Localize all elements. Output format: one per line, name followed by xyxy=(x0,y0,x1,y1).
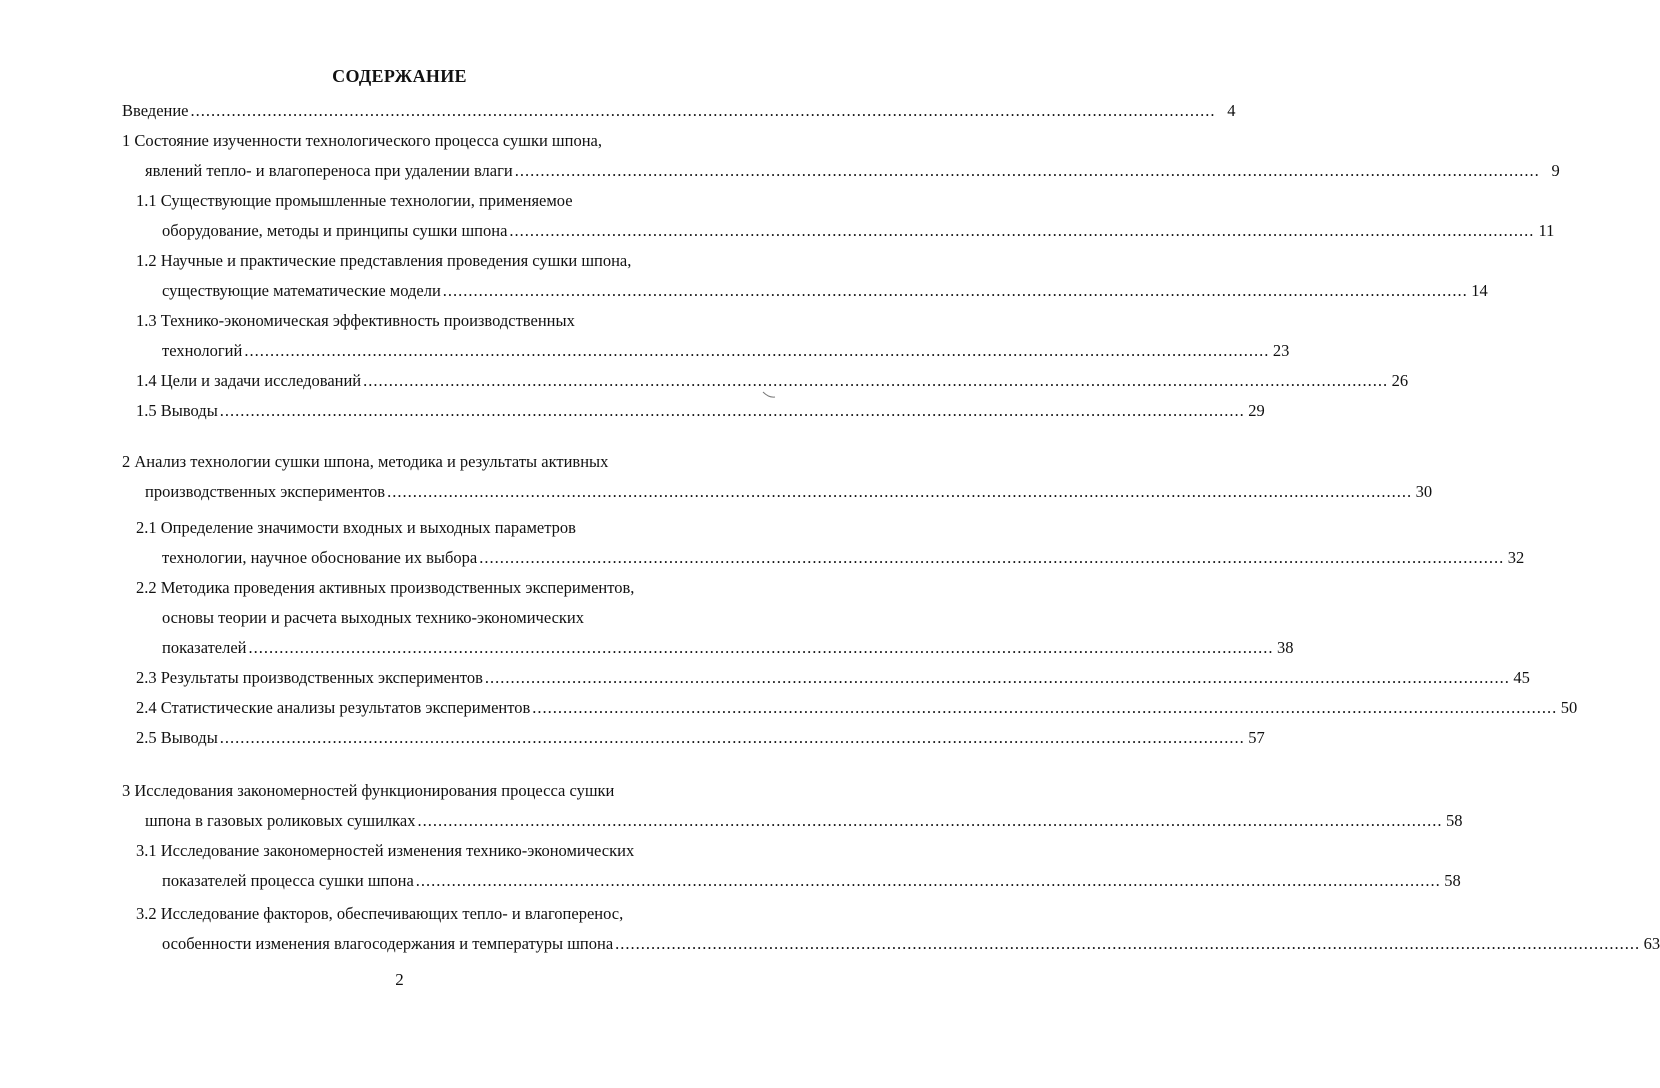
toc-leader-dots: ........................................................................................................................................................................................................ xyxy=(244,341,1270,360)
toc-entry xyxy=(162,340,1290,362)
toc-entry-page: 58 xyxy=(1446,811,1463,830)
toc-entry xyxy=(145,481,1433,503)
toc-entry-page: 11 xyxy=(1538,221,1555,240)
toc-entry-text: явлений тепло- и влагопереноса при удалении влаги xyxy=(145,161,513,180)
toc-leader-dots: ........................................................................................................................................................................................................ xyxy=(442,281,1468,300)
toc-entry-page: 26 xyxy=(1391,371,1409,390)
toc-entry xyxy=(122,100,1236,122)
toc-entry-text: 1.1 Существующие промышленные технологии, применяемое xyxy=(136,191,573,210)
toc-entry xyxy=(136,400,1265,422)
toc-entry xyxy=(136,517,576,539)
toc-entry xyxy=(162,220,1555,242)
toc-entry-text: 1.5 Выводы xyxy=(136,401,218,420)
toc-entry-text: технологий xyxy=(162,341,243,360)
toc-leader-dots: ........................................................................................................................................................................................................ xyxy=(363,371,1389,390)
toc-leader-dots: ........................................................................................................................................................................................................ xyxy=(532,698,1558,717)
toc-entry-text: 1 Состояние изученности технологического процесса сушки шпона, xyxy=(122,131,602,150)
toc-leader-dots: ........................................................................................................................................................................................................ xyxy=(615,934,1641,953)
toc-leader-dots: ........................................................................................................................................................................................................ xyxy=(479,548,1505,567)
toc-entry-text: 2.5 Выводы xyxy=(136,728,218,747)
toc-entry-page: 57 xyxy=(1248,728,1265,747)
toc-leader-dots: ........................................................................................................................................................................................................ xyxy=(484,668,1510,687)
toc-entry-text: Введение xyxy=(122,101,189,120)
toc-entry-page: 30 xyxy=(1415,482,1433,501)
toc-leader-dots: ........................................................................................................................................................................................................ xyxy=(248,638,1274,657)
toc-entry-text: 1.3 Технико-экономическая эффективность производственных xyxy=(136,311,575,330)
toc-leader-dots: ........................................................................................................................................................................................................ xyxy=(219,401,1245,420)
toc-entry-text: 3.2 Исследование факторов, обеспечивающих тепло- и влагоперенос, xyxy=(136,904,624,923)
toc-entry xyxy=(162,607,584,629)
toc-entry-page: 58 xyxy=(1444,871,1461,890)
toc-entry-text: 2 Анализ технологии сушки шпона, методика и результаты активных xyxy=(122,452,609,471)
toc-leader-dots: ........................................................................................................................................................................................................ xyxy=(509,221,1535,240)
toc-entry xyxy=(162,933,1660,955)
toc-entry xyxy=(162,637,1294,659)
toc-entry-text: показателей xyxy=(162,638,247,657)
toc-entry xyxy=(136,727,1265,749)
toc-entry-page: 32 xyxy=(1507,548,1525,567)
toc-entry-page: 9 xyxy=(1551,161,1560,180)
toc-leader-dots: ........................................................................................................................................................................................................ xyxy=(219,728,1245,747)
toc-entry-text: 2.2 Методика проведения активных производственных экспериментов, xyxy=(136,578,635,597)
toc-entry xyxy=(136,697,1578,719)
toc-entry xyxy=(162,280,1488,302)
toc-entry xyxy=(122,780,614,802)
toc-entry xyxy=(122,451,608,473)
toc-entry-page: 23 xyxy=(1272,341,1290,360)
toc-entry xyxy=(136,903,623,925)
stray-mark xyxy=(762,390,776,400)
toc-entry-text: 3 Исследования закономерностей функционирования процесса сушки xyxy=(122,781,615,800)
toc-entry-page: 45 xyxy=(1513,668,1530,687)
toc-entry-text: 2.4 Статистические анализы результатов экспериментов xyxy=(136,698,531,717)
toc-entry xyxy=(136,250,631,272)
toc-entry xyxy=(162,547,1525,569)
toc-entry-text: технологии, научное обоснование их выбора xyxy=(162,548,478,567)
toc-entry xyxy=(136,577,634,599)
toc-entry-page: 38 xyxy=(1277,638,1294,657)
toc-entry xyxy=(136,310,575,332)
toc-leader-dots: ........................................................................................................................................................................................................ xyxy=(417,811,1443,830)
toc-entry-page: 50 xyxy=(1560,698,1578,717)
toc-leader-dots: ........................................................................................................................................................................................................ xyxy=(415,871,1441,890)
page-title: СОДЕРЖАНИЕ xyxy=(332,66,467,86)
toc-entry xyxy=(136,840,634,862)
toc-entry-page: 4 xyxy=(1227,101,1236,120)
toc-entry-text: 3.1 Исследование закономерностей изменения технико-экономических xyxy=(136,841,635,860)
toc-entry-text: 2.3 Результаты производственных экспериментов xyxy=(136,668,483,687)
toc-leader-dots: ........................................................................................................................................................................................................ xyxy=(514,161,1540,180)
toc-entry xyxy=(122,130,602,152)
toc-entry-page: 14 xyxy=(1471,281,1488,300)
toc-entry-text: 2.1 Определение значимости входных и выходных параметров xyxy=(136,518,576,537)
toc-entry-page: 63 xyxy=(1643,934,1660,953)
toc-entry-text: производственных экспериментов xyxy=(145,482,386,501)
toc-entry-text: основы теории и расчета выходных технико-экономических xyxy=(162,608,584,627)
toc-entry-text: показателей процесса сушки шпона xyxy=(162,871,414,890)
toc-entry xyxy=(145,160,1560,182)
toc-leader-dots: ........................................................................................................................................................................................................ xyxy=(387,482,1413,501)
toc-entry-text: 1.4 Цели и задачи исследований xyxy=(136,371,362,390)
toc-entry-text: шпона в газовых роликовых сушилках xyxy=(145,811,416,830)
toc-entry xyxy=(136,190,573,212)
page-number: 2 xyxy=(395,970,404,989)
toc-entry xyxy=(136,667,1530,689)
toc-entry xyxy=(145,810,1463,832)
toc-entry-text: 1.2 Научные и практические представления проведения сушки шпона, xyxy=(136,251,632,270)
toc-entry-text: особенности изменения влагосодержания и температуры шпона xyxy=(162,934,614,953)
toc-entry xyxy=(136,370,1409,392)
toc-entry-page: 29 xyxy=(1248,401,1265,420)
toc-entry-text: существующие математические модели xyxy=(162,281,441,300)
toc-leader-dots: ........................................................................................................................................................................................................ xyxy=(190,101,1216,120)
toc-entry-text: оборудование, методы и принципы сушки шпона xyxy=(162,221,508,240)
toc-entry xyxy=(162,870,1461,892)
